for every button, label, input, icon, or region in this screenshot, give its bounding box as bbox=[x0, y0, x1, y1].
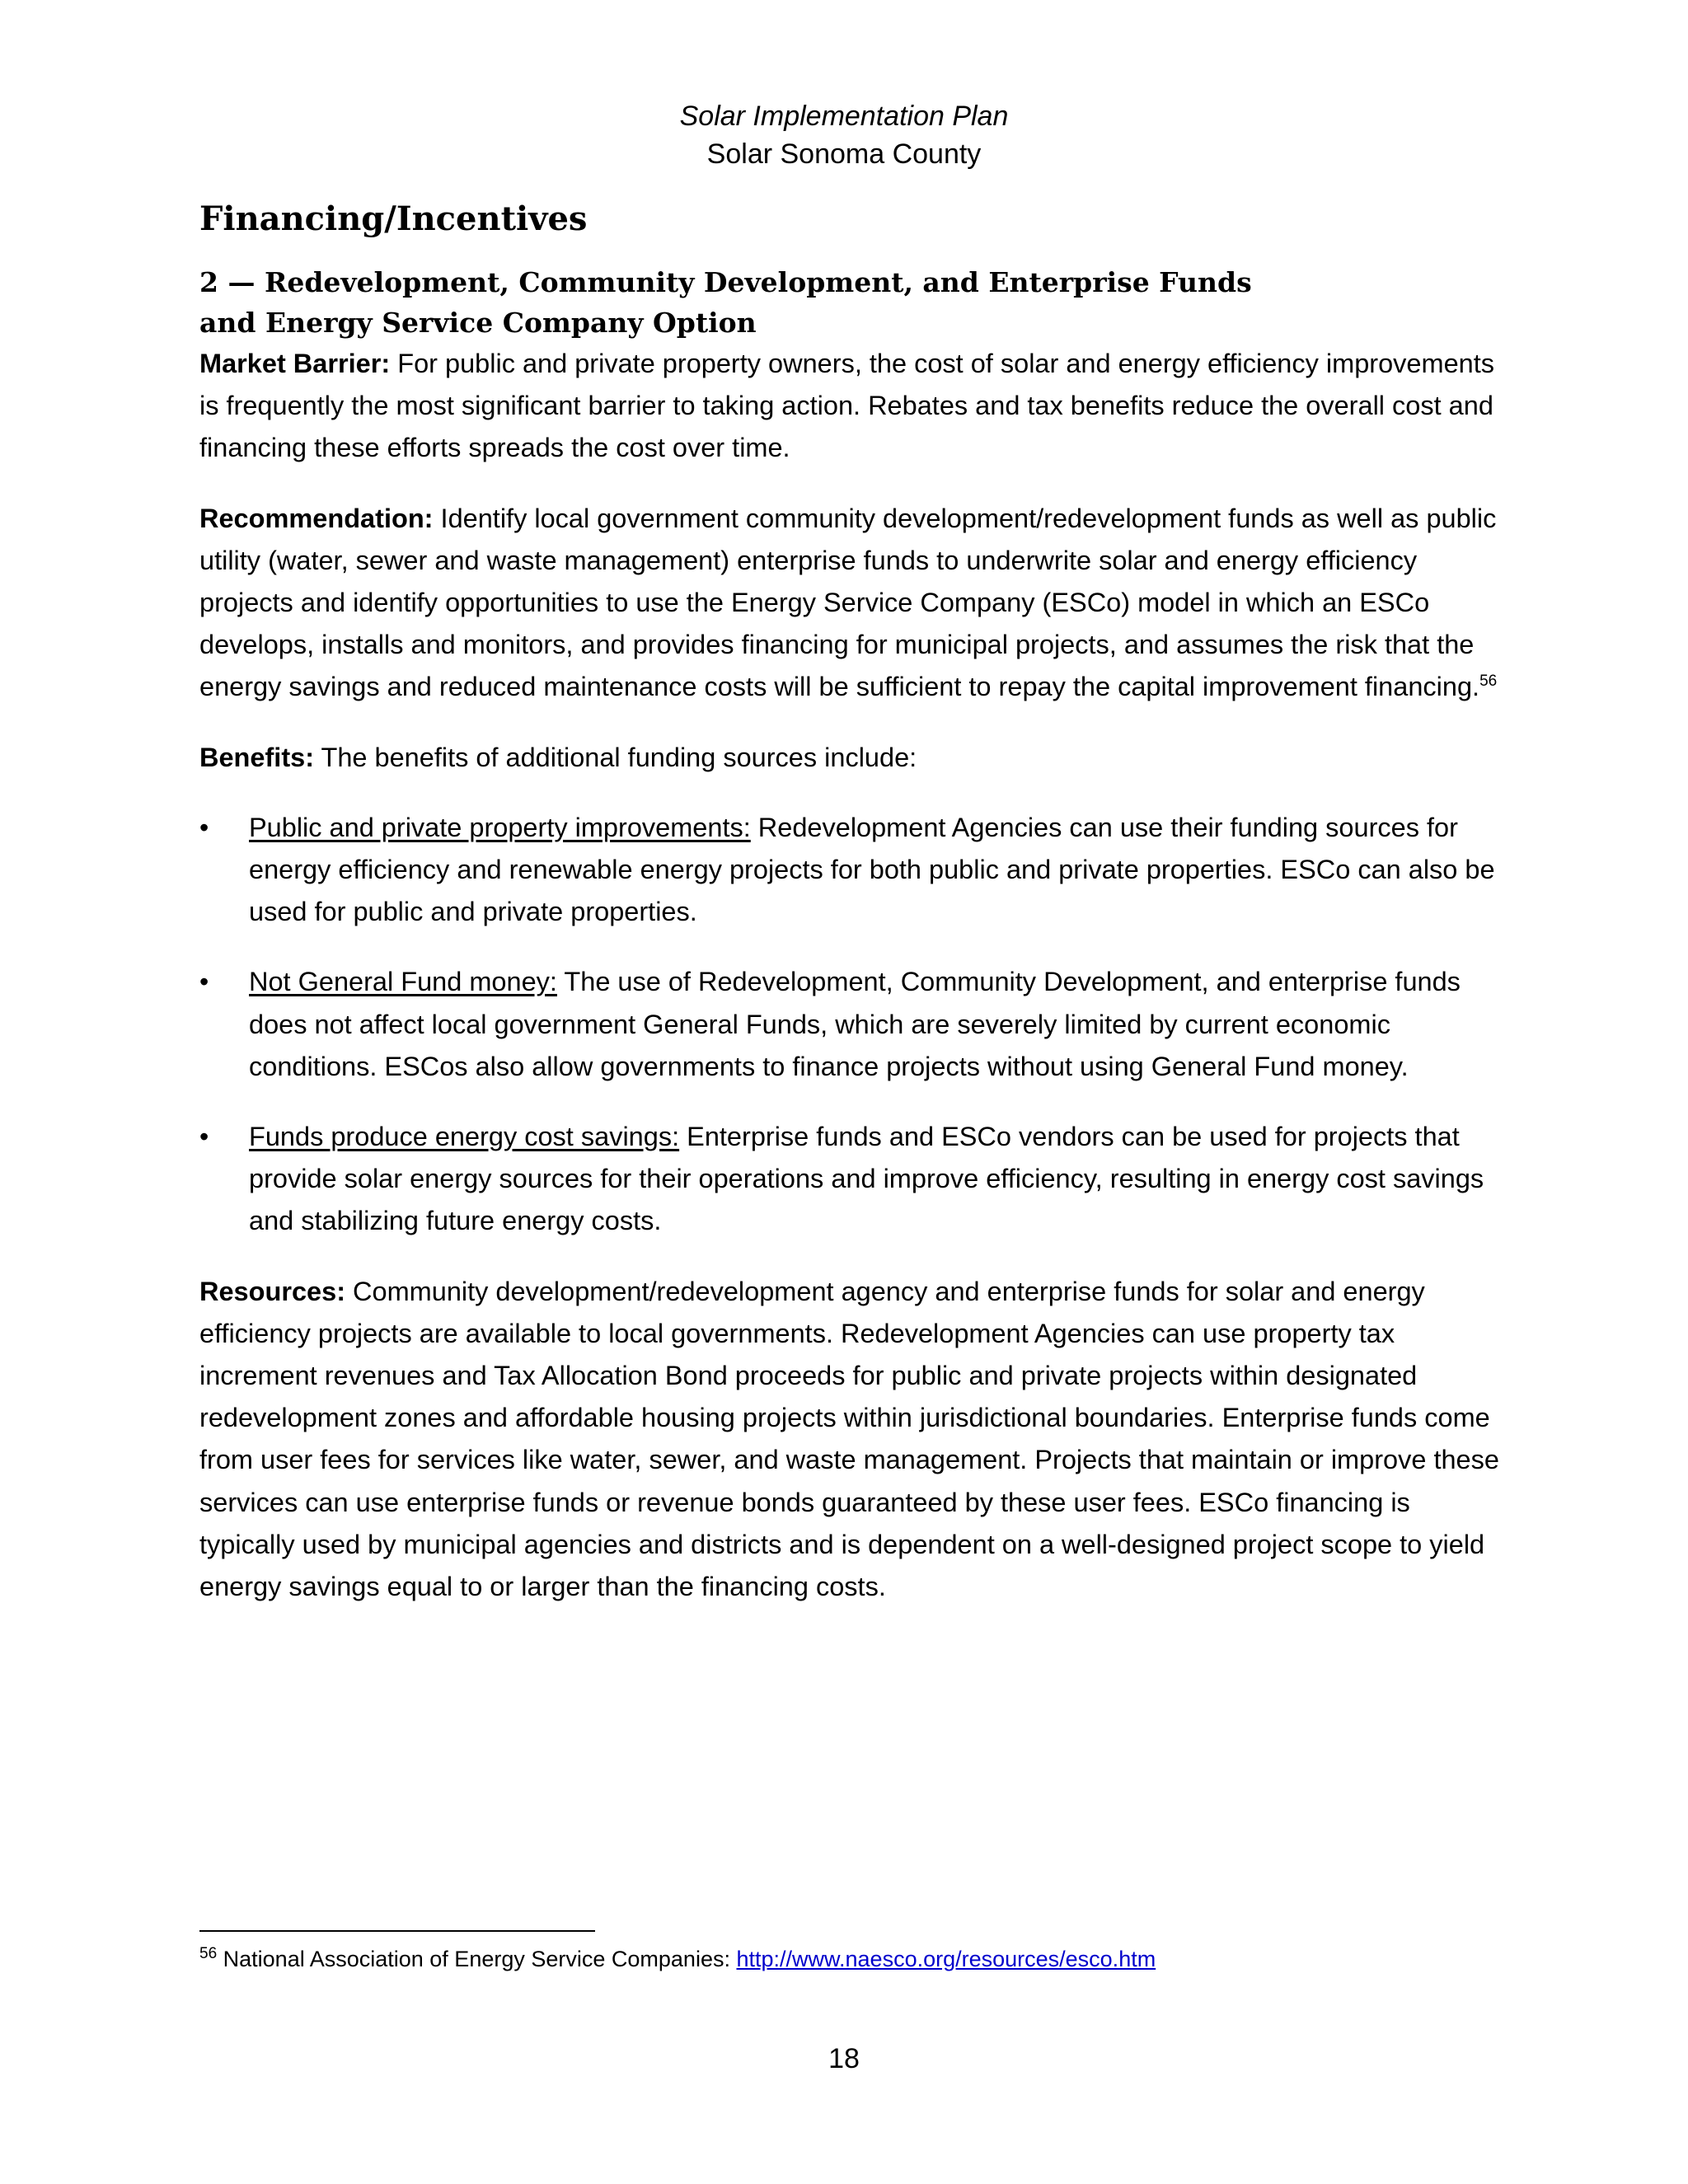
market-barrier-text: For public and private property owners, the cost of solar and energy efficiency improvements is frequently the most significant barrier to taking action. Rebates and tax benefits reduce the overall cost and financing these efforts spreads the cost over time. bbox=[199, 349, 1495, 463]
list-item bbox=[199, 1116, 1502, 1243]
benefit-title: Public and private property improvements: bbox=[249, 812, 751, 842]
benefit-title: Funds produce energy cost savings: bbox=[249, 1122, 680, 1152]
market-barrier-label: Market Barrier: bbox=[199, 349, 391, 378]
footnote-text: National Association of Energy Service Companies: bbox=[217, 1947, 737, 1971]
recommendation-label: Recommendation: bbox=[199, 503, 434, 533]
footnote-reference[interactable]: 56 bbox=[1479, 673, 1498, 691]
bullet-icon: • bbox=[199, 1122, 209, 1152]
resources-paragraph bbox=[199, 1271, 1502, 1609]
recommendation-paragraph bbox=[199, 498, 1502, 709]
subsection-title-line-2: and Energy Service Company Option bbox=[199, 307, 757, 339]
benefits-list bbox=[199, 807, 1502, 1243]
bullet-icon: • bbox=[199, 967, 209, 997]
footnote-link[interactable]: http://www.naesco.org/resources/esco.htm bbox=[736, 1947, 1156, 1971]
list-item bbox=[199, 807, 1502, 934]
benefit-text: Redevelopment Agencies can use their funding sources for energy efficiency and renewable energy projects for both public and private properties. ESCo can also be used for public and private properties. bbox=[249, 812, 1495, 927]
recommendation-text: Identify local government community development/redevelopment funds as well as public utility (water, sewer and waste management) enterprise funds to underwrite solar and energy efficiency projects and identify opportunities to use the Energy Service Company (ESCo) model in which an ESCo develops, installs and monitors, and provides financing for municipal projects, and assumes the risk that the energy savings and reduced maintenance costs will be sufficient to repay the capital improvement financing. bbox=[199, 503, 1497, 702]
benefit-title: Not General Fund money: bbox=[249, 967, 557, 997]
benefit-text: Enterprise funds and ESCo vendors can be used for projects that provide solar energy sources for their operations and improve efficiency, resulting in energy cost savings and stabilizing future energy costs. bbox=[249, 1122, 1484, 1236]
footnote bbox=[199, 1943, 1156, 1975]
page-content bbox=[199, 196, 1502, 1636]
benefits-paragraph bbox=[199, 737, 1502, 779]
benefits-label: Benefits: bbox=[199, 742, 315, 772]
benefits-text: The benefits of additional funding sources include: bbox=[314, 742, 917, 772]
page-number: 18 bbox=[828, 2043, 860, 2074]
market-barrier-paragraph bbox=[199, 343, 1502, 470]
footnote-number: 56 bbox=[199, 1945, 218, 1962]
subsection-title-line-1: 2 — Redevelopment, Community Development, and Enterprise Funds bbox=[199, 266, 1252, 298]
benefit-text: The use of Redevelopment, Community Development, and enterprise funds does not affect local government General Funds, which are severely limited by current economic conditions. ESCos also allow governments to finance projects without using General Fund money. bbox=[249, 967, 1461, 1081]
section-title: Financing/Incentives bbox=[199, 199, 588, 238]
resources-text: Community development/redevelopment agency and enterprise funds for solar and energy efficiency projects are available to local governments. Redevelopment Agencies can use property tax increment revenues and Tax Allocation Bond proceeds for public and private projects within designated redevelopment zones and affordable housing projects within jurisdictional boundaries. Enterprise funds come from user fees for services like water, sewer, and waste management. Projects that maintain or improve these services can use enterprise funds or revenue bonds guaranteed by these user fees. ESCo financing is typically used by municipal agencies and districts and is dependent on a well-designed project scope to yield energy savings equal to or larger than the financing costs. bbox=[199, 1276, 1499, 1602]
page-header bbox=[0, 97, 1688, 173]
resources-label: Resources: bbox=[199, 1276, 346, 1306]
subsection-title bbox=[199, 262, 1502, 343]
document-title: Solar Implementation Plan bbox=[679, 101, 1009, 132]
bullet-icon: • bbox=[199, 812, 209, 842]
list-item bbox=[199, 961, 1502, 1088]
document-subtitle: Solar Sonoma County bbox=[706, 138, 982, 170]
footnote-separator bbox=[199, 1930, 595, 1932]
